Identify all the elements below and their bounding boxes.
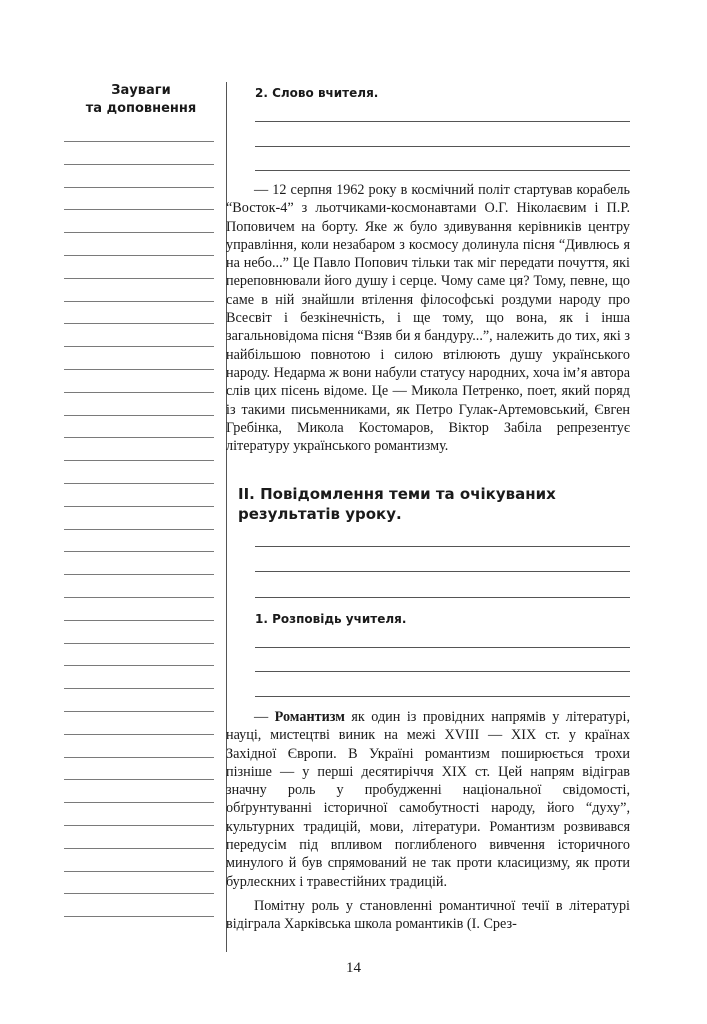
paragraph-romanticism-prefix: — xyxy=(254,709,275,725)
note-line xyxy=(64,301,214,302)
note-line xyxy=(64,278,214,279)
note-line xyxy=(64,574,214,575)
note-line xyxy=(64,734,214,735)
write-line xyxy=(255,170,630,171)
note-line xyxy=(64,187,214,188)
note-line xyxy=(64,643,214,644)
paragraph-intro-text: — 12 серпня 1962 року в космічний політ стартував корабель “Восток-4” з льотчиками-космонавтами О.Г. Ніколаєвим і П.Р. Поповичем на борту. Яке ж було здивування керівників центру управління, коли незабаром з космосу долинула пісня “Дивлюсь я на небо...” Це Павло Попович тільки так міг передати почуття, які переповнювали його душу і серце. Чому саме ця? Тому, певне, що саме в ній знайшли втілення філософські роздуми народу про Всесвіт і безкінечність, і ще тому, що вона, як і інша загальновідома пісня “Взяв би я бандуру...”, належить до тих, які з найбільшою повнотою і силою втілюють душу українського народу. Недарма ж вони набули статусу народних, хоча ім’я автора слів цих пісень відоме. Це — Микола Петренко, поет, який поряд із такими письменниками, як Петро Гулак-Артемовський, Євген Гребінка, Микола Костомаров, Віктор Забіла репрезентує літературу українського романтизму. xyxy=(226,182,630,455)
note-line xyxy=(64,415,214,416)
note-line xyxy=(64,551,214,552)
note-line xyxy=(64,232,214,233)
write-line xyxy=(255,146,630,147)
paragraph-romanticism-text: як один із провідних напрямів у літературі, науці, мистецтві виник на межі XVIII — XIX ст. у країнах Західної Європи. В Україні романтизм поширюється трохи пізніше — у перші десятиріччя XIX ст. Цей напрям відіграв значну роль у пробудженні національної свідомості, обґрунтуванні історичної самобутності народу, його “духу”, культурних традицій, мови, літератури. Романтизм розвивався передусім під впливом поглибленого вивчення історичного минулого й був спрямований не так проти класицизму, як проти бурлескних і травестійних традицій. xyxy=(226,709,630,890)
section-2-heading: ІІ. Повідомлення теми та очікуваних результатів уроку. xyxy=(238,485,556,523)
note-line xyxy=(64,346,214,347)
teacher-story-heading: 1. Розповідь учителя. xyxy=(255,612,407,626)
note-line xyxy=(64,164,214,165)
write-line xyxy=(255,696,630,697)
note-line xyxy=(64,483,214,484)
write-line xyxy=(255,597,630,598)
note-line xyxy=(64,893,214,894)
note-line xyxy=(64,779,214,780)
write-line xyxy=(255,671,630,672)
note-line xyxy=(64,711,214,712)
note-line xyxy=(64,323,214,324)
note-line xyxy=(64,688,214,689)
write-line xyxy=(255,571,630,572)
write-line xyxy=(255,647,630,648)
note-line xyxy=(64,369,214,370)
sidebar-title-line1: Зауваги xyxy=(111,83,171,98)
paragraph-kharkiv-school xyxy=(226,897,630,934)
note-line xyxy=(64,757,214,758)
paragraph-romanticism xyxy=(226,708,630,891)
note-line xyxy=(64,871,214,872)
note-line xyxy=(64,460,214,461)
sidebar-title-line2: та доповнення xyxy=(85,101,197,116)
teacher-word-heading: 2. Слово вчителя. xyxy=(255,86,379,100)
note-line xyxy=(64,141,214,142)
note-line xyxy=(64,620,214,621)
sidebar-title xyxy=(64,82,214,118)
note-line xyxy=(64,529,214,530)
term-romanticism: Романтизм xyxy=(274,709,345,725)
notes-sidebar xyxy=(64,82,214,118)
note-line xyxy=(64,802,214,803)
note-line xyxy=(64,506,214,507)
write-line xyxy=(255,121,630,122)
note-line xyxy=(64,209,214,210)
paragraph-kharkiv-text: Помітну роль у становленні романтичної течії в літературі відіграла Харківська школа романтиків (І. Срез- xyxy=(226,898,630,933)
note-line xyxy=(64,665,214,666)
note-line xyxy=(64,916,214,917)
page-number: 14 xyxy=(346,960,361,976)
note-line xyxy=(64,848,214,849)
paragraph-intro xyxy=(226,181,630,455)
note-line xyxy=(64,437,214,438)
note-line xyxy=(64,825,214,826)
note-line xyxy=(64,392,214,393)
write-line xyxy=(255,546,630,547)
note-line xyxy=(64,255,214,256)
note-line xyxy=(64,597,214,598)
